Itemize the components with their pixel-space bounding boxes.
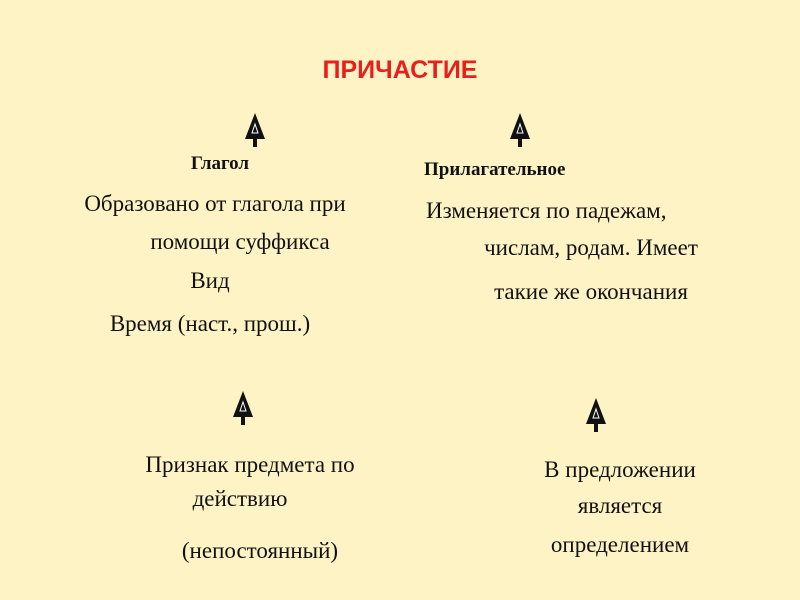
adjective-heading: Прилагательное [424, 159, 566, 180]
adjective-line-1: Изменяется по падежам, [426, 198, 667, 223]
feature-line-2: действию [192, 486, 288, 511]
arrow-icon [231, 390, 255, 426]
arrow-icon [243, 112, 267, 148]
arrow-icon [508, 112, 532, 148]
role-line-1: В предложении [544, 457, 696, 482]
arrow-icon [584, 397, 608, 433]
verb-line-4: Время (наст., прош.) [109, 311, 311, 336]
feature-line-3: (непостоянный) [181, 538, 339, 563]
verb-line-3: Вид [190, 268, 230, 293]
verb-line-2: помощи суффикса [150, 229, 330, 254]
slide-title: ПРИЧАСТИЕ [322, 56, 478, 84]
role-line-3: определением [550, 532, 690, 557]
verb-heading: Глагол [190, 153, 250, 174]
feature-line-1: Признак предмета по [145, 452, 355, 477]
adjective-line-2: числам, родам. Имеет [484, 235, 698, 260]
adjective-line-3: такие же окончания [494, 279, 688, 304]
verb-line-1: Образовано от глагола при [84, 191, 346, 216]
role-line-2: является [577, 493, 663, 518]
